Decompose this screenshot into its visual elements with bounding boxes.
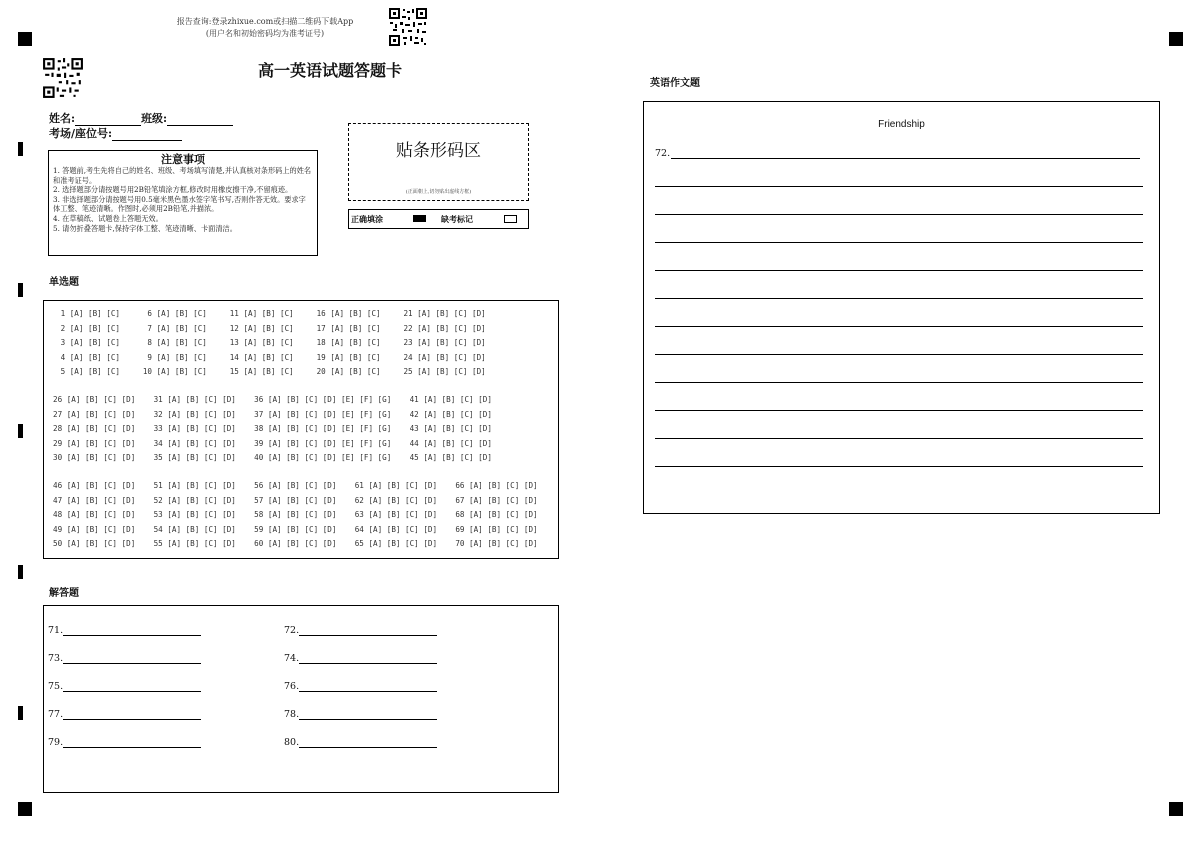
essay-line[interactable] <box>655 466 1143 467</box>
absent-mark-box[interactable] <box>504 215 517 223</box>
choice-row[interactable]: 26 [A] [B] [C] [D] 31 [A] [B] [C] [D] 36 [A] [B] [C] [D] [E] [F] [G] 41 [A] [B] [C] [D] <box>53 395 492 404</box>
answer-field[interactable] <box>299 708 437 720</box>
choice-row[interactable]: 49 [A] [B] [C] [D] 54 [A] [B] [C] [D] 59 [A] [B] [C] [D] 64 [A] [B] [C] [D] 69 [A] [B] [C] [D] <box>53 524 538 534</box>
registration-mark-bottom-right <box>1169 802 1183 816</box>
answer-field[interactable] <box>63 624 201 636</box>
room-seat-label: 考场/座位号: <box>49 127 113 140</box>
notes-box <box>48 150 318 256</box>
choice-row[interactable]: 28 [A] [B] [C] [D] 33 [A] [B] [C] [D] 38 [A] [B] [C] [D] [E] [F] [G] 43 [A] [B] [C] [D] <box>53 424 492 433</box>
answer-label: 74. <box>284 653 300 664</box>
notes-item: 4. 在草稿纸、试题卷上答题无效。 <box>53 213 163 223</box>
class-label: 班级: <box>141 112 168 125</box>
essay-line[interactable] <box>655 186 1143 187</box>
answer-label: 71. <box>48 625 64 636</box>
barcode-label: 贴条形码区 <box>396 141 481 161</box>
answer-item <box>284 624 437 636</box>
answer-item <box>48 624 201 636</box>
timing-mark <box>18 706 23 720</box>
answer-item <box>48 652 201 664</box>
correct-fill-sample <box>413 215 426 222</box>
essay-first-label: 72. <box>655 148 671 159</box>
answer-field[interactable] <box>63 708 201 720</box>
timing-mark <box>18 283 23 297</box>
choice-row[interactable]: 46 [A] [B] [C] [D] 51 [A] [B] [C] [D] 56 [A] [B] [C] [D] 61 [A] [B] [C] [D] 66 [A] [B] [C] [D] <box>53 481 538 490</box>
timing-mark <box>18 424 23 438</box>
notes-item: 3. 非选择题部分请按题号用0.5毫米黑色墨水签字笔书写,否则作答无效。要求字体工整、笔迹清晰。作图时,必须用2B铅笔,并描浓。 <box>53 194 306 214</box>
choice-row[interactable]: 50 [A] [B] [C] [D] 55 [A] [B] [C] [D] 60 [A] [B] [C] [D] 65 [A] [B] [C] [D] 70 [A] [B] [C] [D] <box>53 539 538 548</box>
choice-row[interactable]: 3 [A] [B] [C] 8 [A] [B] [C] 13 [A] [B] [C] 18 [A] [B] [C] 23 [A] [B] [C] [D] <box>56 338 486 347</box>
room-seat-field[interactable] <box>112 129 182 141</box>
essay-line[interactable] <box>655 438 1143 439</box>
answer-field[interactable] <box>299 624 437 636</box>
page-title: 高一英语试题答题卡 <box>257 61 402 80</box>
single-choice-heading: 单选题 <box>49 277 79 288</box>
name-class-row <box>49 110 233 126</box>
answer-item <box>48 736 201 748</box>
timing-mark <box>18 565 23 579</box>
essay-title: Friendship <box>878 119 925 130</box>
notes-item: 5. 请勿折叠答题卡,保持字体工整、笔迹清晰、卡面清洁。 <box>53 223 237 233</box>
essay-heading: 英语作文题 <box>650 78 700 89</box>
registration-mark-top-left <box>18 32 32 46</box>
answer-label: 75. <box>48 681 64 692</box>
barcode-area <box>348 123 529 201</box>
essay-line[interactable] <box>671 158 1140 159</box>
essay-line[interactable] <box>655 326 1143 327</box>
choice-row[interactable]: 5 [A] [B] [C] 10 [A] [B] [C] 15 [A] [B] [C] 20 [A] [B] [C] 25 [A] [B] [C] [D] <box>56 367 486 376</box>
qr-code-icon <box>388 7 428 47</box>
registration-mark-bottom-left <box>18 802 32 816</box>
answer-label: 73. <box>48 653 64 664</box>
report-notice-line2: (用户名和初始密码均为准考证号) <box>205 29 325 38</box>
answer-label: 77. <box>48 709 64 720</box>
notes-item: 2. 选择题部分请按题号用2B铅笔填涂方框,修改时用橡皮擦干净,不留痕迹。 <box>53 185 293 195</box>
notes-item: 1. 答题前,考生先将自己的姓名、班级、考场填写清楚,并认真核对条形码上的姓名和准考证号。 <box>53 166 312 185</box>
choice-row[interactable]: 1 [A] [B] [C] 6 [A] [B] [C] 11 [A] [B] [C] 16 [A] [B] [C] 21 [A] [B] [C] [D] <box>56 309 486 318</box>
answer-field[interactable] <box>299 652 437 664</box>
answer-field[interactable] <box>63 736 201 748</box>
answer-field[interactable] <box>299 736 437 748</box>
timing-mark <box>18 142 23 156</box>
essay-line[interactable] <box>655 354 1143 355</box>
choice-row[interactable]: 48 [A] [B] [C] [D] 53 [A] [B] [C] [D] 58 [A] [B] [C] [D] 63 [A] [B] [C] [D] 68 [A] [B] [C] [D] <box>53 510 538 519</box>
room-seat-row <box>49 125 182 141</box>
answer-label: 80. <box>284 737 300 748</box>
answer-item <box>284 652 437 664</box>
answer-label: 79. <box>48 737 64 748</box>
essay-line[interactable] <box>655 382 1143 383</box>
choice-row[interactable]: 29 [A] [B] [C] [D] 34 [A] [B] [C] [D] 39 [A] [B] [C] [D] [E] [F] [G] 44 [A] [B] [C] [D] <box>53 438 492 448</box>
answer-item <box>284 736 437 748</box>
absent-mark-label: 缺考标记 <box>441 214 473 224</box>
essay-line[interactable] <box>655 242 1143 243</box>
registration-mark-top-right <box>1169 32 1183 46</box>
answer-field[interactable] <box>63 680 201 692</box>
essay-line[interactable] <box>655 298 1143 299</box>
report-notice-line1: 报告查询:登录zhixue.com或扫描二维码下载App <box>176 17 354 26</box>
fill-legend <box>348 209 529 229</box>
essay-line[interactable] <box>655 270 1143 271</box>
essay-line[interactable] <box>655 410 1143 411</box>
essay-box <box>643 101 1160 514</box>
notes-heading: 注意事项 <box>161 153 205 166</box>
answer-field[interactable] <box>63 652 201 664</box>
essay-line[interactable] <box>655 214 1143 215</box>
choice-row[interactable]: 2 [A] [B] [C] 7 [A] [B] [C] 12 [A] [B] [C] 17 [A] [B] [C] 22 [A] [B] [C] [D] <box>56 323 486 333</box>
answer-label: 78. <box>284 709 300 720</box>
answer-field[interactable] <box>299 680 437 692</box>
answer-label: 76. <box>284 681 300 692</box>
correct-fill-label: 正确填涂 <box>351 214 383 224</box>
barcode-hint: (正面朝上,切勿贴出虚线方框) <box>405 189 472 195</box>
name-label: 姓名: <box>49 112 76 125</box>
answer-item <box>284 680 437 692</box>
choice-row[interactable]: 27 [A] [B] [C] [D] 32 [A] [B] [C] [D] 37 [A] [B] [C] [D] [E] [F] [G] 42 [A] [B] [C] [D] <box>53 409 492 419</box>
report-notice <box>160 16 370 40</box>
short-answer-heading: 解答题 <box>49 588 79 599</box>
choice-row[interactable]: 4 [A] [B] [C] 9 [A] [B] [C] 14 [A] [B] [C] 19 [A] [B] [C] 24 [A] [B] [C] [D] <box>56 352 486 362</box>
choice-row[interactable]: 30 [A] [B] [C] [D] 35 [A] [B] [C] [D] 40 [A] [B] [C] [D] [E] [F] [G] 45 [A] [B] [C] [D] <box>53 453 492 462</box>
answer-item <box>284 708 437 720</box>
answer-label: 72. <box>284 625 300 636</box>
answer-item <box>48 680 201 692</box>
choice-row[interactable]: 47 [A] [B] [C] [D] 52 [A] [B] [C] [D] 57 [A] [B] [C] [D] 62 [A] [B] [C] [D] 67 [A] [B] [C] [D] <box>53 495 538 505</box>
qr-code-icon <box>42 57 84 99</box>
answer-item <box>48 708 201 720</box>
